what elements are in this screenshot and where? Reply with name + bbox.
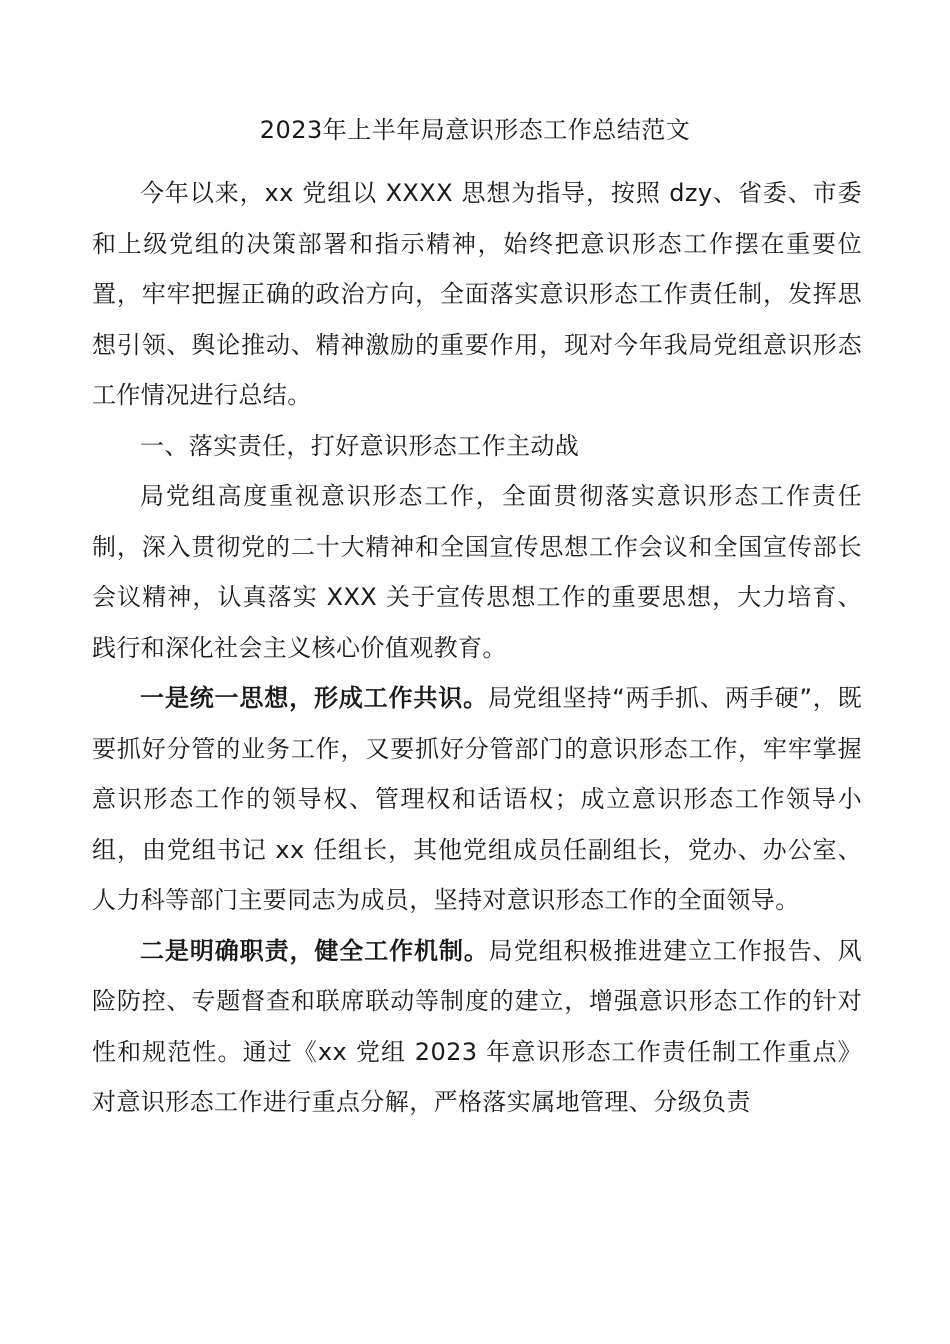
document-title: 2023年上半年局意识形态工作总结范文 bbox=[259, 116, 691, 144]
paragraph-lead: 二是明确职责，健全工作机制。 bbox=[140, 936, 489, 965]
section-heading-1 bbox=[92, 421, 862, 472]
document-body bbox=[92, 168, 862, 1128]
paragraph-text: 局党组高度重视意识形态工作，全面贯彻落实意识形态工作责任制，深入贯彻党的二十大精神和全国宣传思想工作会议和全国宣传部长会议精神，认真落实 XXX 关于宣传思想工作的重要思想，大力培育、践行和深化社会主义核心价值观教育。 bbox=[92, 482, 862, 662]
paragraph-intro bbox=[92, 168, 862, 421]
paragraph-text: 今年以来，xx 党组以 XXXX 思想为指导，按照 dzy、省委、市委和上级党组的决策部署和指示精神，始终把意识形态工作摆在重要位置，牢牢把握正确的政治方向，全面落实意识形态工作责任制，发挥思想引领、舆论推动、精神激励的重要作用，现对今年我局党组意识形态工作情况进行总结。 bbox=[92, 179, 862, 409]
paragraph-text: 局党组积极推进建立工作报告、风险防控、专题督查和联席联动等制度的建立，增强意识形态工作的针对性和规范性。通过《xx 党组 2023 年意识形态工作责任制工作重点》对意识形态工作进行重点分解，严格落实属地管理、分级负责 bbox=[92, 936, 862, 1116]
paragraph-text: 一、落实责任，打好意识形态工作主动战 bbox=[140, 431, 580, 460]
paragraph-text: 局党组坚持“两手抓、两手硬”，既要抓好分管的业务工作，又要抓好分管部门的意识形态工作，牢牢掌握意识形态工作的领导权、管理权和话语权；成立意识形态工作领导小组，由党组书记 xx 任组长，其他党组成员任副组长，党办、办公室、人力科等部门主要同志为成员，坚持对意识形态工作的全面领导。 bbox=[92, 684, 862, 914]
paragraph-section-1-intro bbox=[92, 471, 862, 673]
paragraph-point-2 bbox=[92, 926, 862, 1128]
paragraph-lead: 一是统一思想，形成工作共识。 bbox=[140, 684, 488, 712]
paragraph-point-1 bbox=[92, 673, 862, 926]
